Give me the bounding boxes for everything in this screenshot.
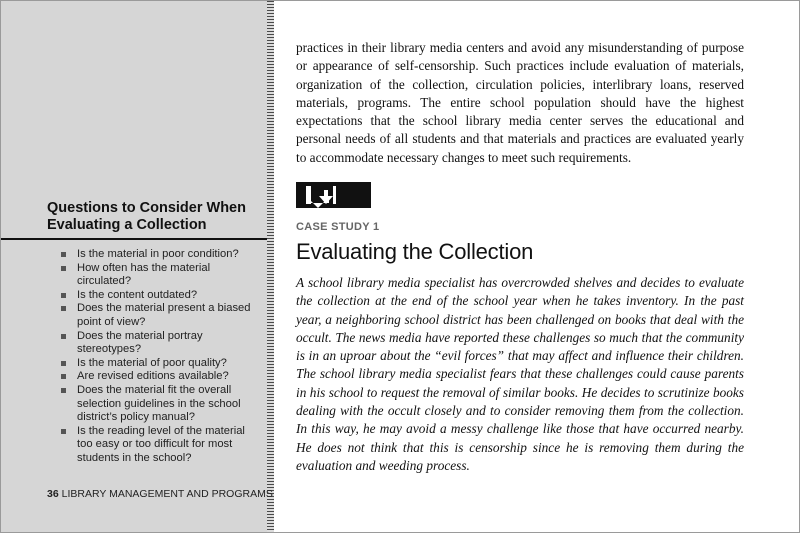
list-item: Does the material portray stereotypes?: [60, 330, 260, 357]
running-head: LIBRARY MANAGEMENT AND PROGRAMS: [61, 488, 273, 500]
list-item: Does the material fit the overall selection guidelines in the school district’s policy manual?: [60, 384, 260, 425]
list-item: How often has the material circulated?: [60, 262, 260, 289]
case-study-text: A school library media specialist has overcrowded shelves and decides to evaluate the collection at the end of the school year when he takes inventory. In the past year, a neighboring school district has been challenged on books that deal with the occult. The news media have reported these challenges so much that the community is in an uproar about the “evil forces” that may affect and influence their children. The school library media specialist fears that these challenges could cause parents in his school to request the removal of similar books. He decides to scrutinize books dealing with the occult closely and to consider removing them from the collection. In this way, he may avoid a messy challenge like those that have occurred nearby. He does not think that this is censorship since he is removing them during the evaluation and weeding process.: [296, 275, 744, 473]
page-footer: [47, 488, 273, 500]
case-study-label: CASE STUDY 1: [296, 221, 380, 233]
list-item: Is the material of poor quality?: [60, 357, 260, 371]
list-item: Are revised editions available?: [60, 370, 260, 384]
page-number: 36: [47, 488, 59, 500]
book-spine: [267, 1, 274, 532]
case-study-title: Evaluating the Collection: [296, 239, 534, 264]
sidebar-heading: Questions to Consider When Evaluating a Collection: [47, 200, 246, 233]
list-item: Is the reading level of the material too easy or too difficult for most students in the school?: [60, 425, 260, 466]
question-list: [60, 248, 260, 466]
downward-arrow-marker-icon: [296, 182, 371, 208]
list-item: Is the material in poor condition?: [60, 248, 260, 262]
sidebar-divider: [1, 238, 267, 240]
list-item: Is the content outdated?: [60, 289, 260, 303]
body-paragraph: practices in their library media centers and avoid any misunderstanding of purpose or appearance of self-censorship. Such practices include evaluation of materials, organization of the collection, circulation policies, interlibrary loans, reserved materials, programs. The entire school population should have the highest expectations that the school library media center serves the educational and personal needs of all students and that materials and practices are evaluated yearly to accommodate necessary changes to meet such requirements.: [296, 40, 744, 165]
list-item: Does the material present a biased point of view?: [60, 302, 260, 329]
